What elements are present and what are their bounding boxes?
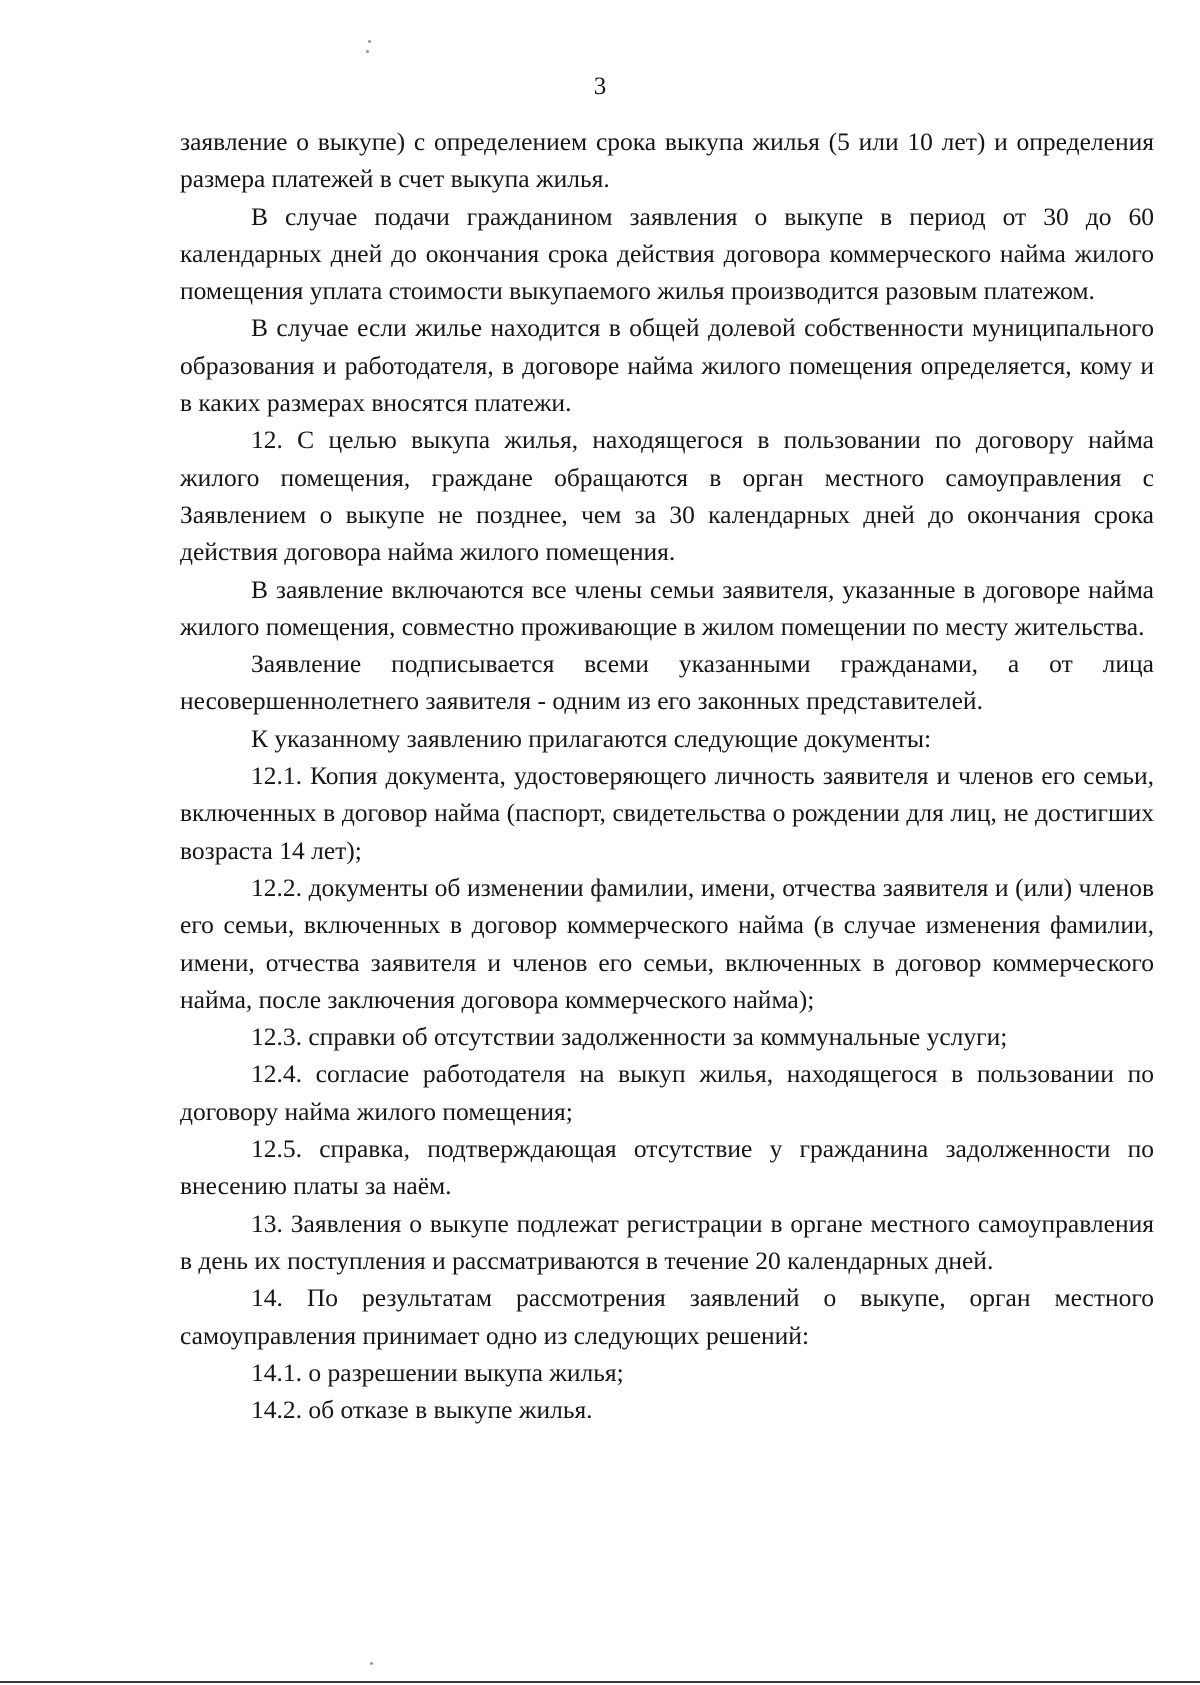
paragraph: В заявление включаются все члены семьи заявителя, указанные в договоре найма жилого помещения, совместно проживающие в жилом помещении по месту жительства. [180,574,1154,641]
list-item: 12.4. согласие работодателя на выкуп жилья, находящегося в пользовании по договору найма жилого помещения; [180,1059,1154,1126]
list-item: 12.2. документы об изменении фамилии, имени, отчества заявителя и (или) членов его семьи, включенных в договор коммерческого найма (в случае изменения фамилии, имени, отчества заявителя и членов его семьи, включенных в договор коммерческого найма, после заключения договора коммерческого найма); [180,872,1154,1014]
scan-artifact [366,50,369,53]
paragraph: 13. Заявления о выкупе подлежат регистрации в органе местного самоуправления в день их поступления и рассматриваются в течение 20 календарных дней. [180,1208,1154,1275]
paragraph: 14. По результатам рассмотрения заявлений о выкупе, орган местного самоуправления принимает одно из следующих решений: [180,1283,1154,1350]
list-item: 12.5. справка, подтверждающая отсутствие у гражданина задолженности по внесению платы за наём. [180,1134,1154,1201]
scan-edge-line [0,1681,1200,1683]
scan-artifact [370,1662,373,1665]
list-item: 12.1. Копия документа, удостоверяющего личность заявителя и членов его семьи, включенных в договор найма (паспорт, свидетельства о рождении для лиц, не достигших возраста 14 лет); [180,761,1154,865]
paragraph: В случае подачи гражданином заявления о выкупе в период от 30 до 60 календарных дней до окончания срока действия договора коммерческого найма жилого помещения уплата стоимости выкупаемого жилья производится разовым платежом. [180,201,1154,306]
list-item: 14.2. об отказе в выкупе жилья. [251,1395,593,1425]
paragraph: 12. С целью выкупа жилья, находящегося в пользовании по договору найма жилого помещения, граждане обращаются в орган местного самоуправления с Заявлением о выкупе не позднее, чем за 30 календарных дней до окончания срока действия договора найма жилого помещения. [180,425,1154,567]
scan-artifact [368,40,371,43]
paragraph: заявление о выкупе) с определением срока выкупа жилья (5 или 10 лет) и определения размера платежей в счет выкупа жилья. [180,127,1154,194]
paragraph: Заявление подписывается всеми указанными гражданами, а от лица несовершеннолетнего заявителя - одним из его законных представителей. [180,649,1154,716]
list-item: 12.3. справки об отсутствии задолженности за коммунальные услуги; [251,1022,1008,1052]
paragraph: В случае если жилье находится в общей долевой собственности муниципального образования и работодателя, в договоре найма жилого помещения определяется, кому и в каких размерах вносятся платежи. [180,313,1154,418]
list-item: 14.1. о разрешении выкупа жилья; [251,1357,624,1387]
page-number: 3 [593,73,607,100]
paragraph: К указанному заявлению прилагаются следующие документы: [251,723,932,753]
document-body [180,123,1154,1428]
